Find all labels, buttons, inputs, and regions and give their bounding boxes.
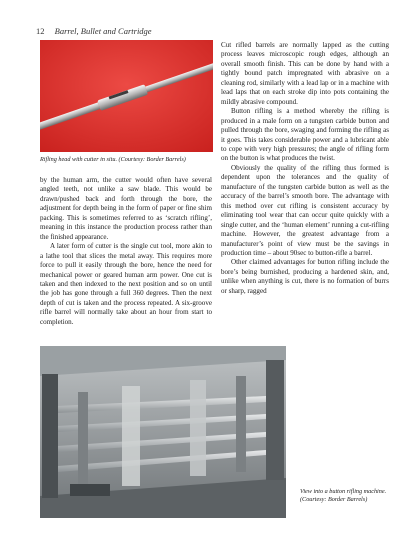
running-head [36,26,152,36]
figure-caption-rifling-machine: View into a button rifling machine. (Courtesy: Border Barrels) [300,488,387,503]
paragraph: Obviously the quality of the rifling thus formed is dependent upon the tolerances and the quality of manufacture of the tungsten carbide button as well as the accuracy of the barrel’s smooth bore. The advantage with this method over cut rifling is consistent accuracy by eliminating tool wear that can occur quite quickly with a single cutter, and the ‘human element’ running a cut-rifling machine. However, the greatest advantage from a manufacturer’s point of view must be the savings in production time – about 90sec to button-rifle a barrel. [221,163,389,257]
rifling-head-illustration [40,40,213,152]
paragraph: Cut rifled barrels are normally lapped as the cutting process leaves microscopic rough edges, although an overall smooth finish. This can be done by hand with a tightly bound patch impregnated with abrasive on a cleaning rod, similarly with a lead lap or in a machine with lead laps that on each stroke dip into pots containing the mildly abrasive compound. [221,41,389,106]
rifling-machine-illustration [40,346,286,518]
book-title: Barrel, Bullet and Cartridge [54,26,152,36]
paragraph: by the human arm, the cutter would often have several angled teeth, not unlike a saw blade. This would be drawn/pushed back and forth through the bore, the adjustment for depth being in the form of paper or fine shim packing. This is sometimes referred to as ‘scratch rifling’, meaning in this instance the production process rather than the finished appearance. [40,176,212,241]
figure-caption-rifling-head: Rifling head with cutter in situ. (Courtesy: Border Barrels) [40,156,186,163]
paragraph: Button rifling is a method whereby the rifling is produced in a male form on a tungsten carbide button and pulled through the bore, swaging and forming the rifling as it goes. This takes considerable power and a lubricant able to cope with very high pressures; the angle of rifling form on the button is what produces the twist. [221,107,389,163]
button-rifling-machine-photo [40,346,286,518]
rifling-head-photo [40,40,213,152]
paragraph: A later form of cutter is the single cut tool, more akin to a lathe tool that slices the metal away. This requires more force to pull it easily through the bore, hence the need for mechanical power or geared human arm power. One cut is taken and then indexed to the next position and so on until the job has gone through a full 360 degrees. Then the next depth of cut is taken and the process repeated. A six-groove rifle barrel will normally take about an hour from start to completion. [40,242,212,326]
page-number: 12 [36,26,45,36]
left-column [40,176,212,327]
paragraph: Other claimed advantages for button rifling include the bore’s being burnished, producing a hardened skin, and, unlike when anything is cut, there is no formation of burrs or sharp, ragged [221,258,389,295]
right-column [221,41,389,296]
